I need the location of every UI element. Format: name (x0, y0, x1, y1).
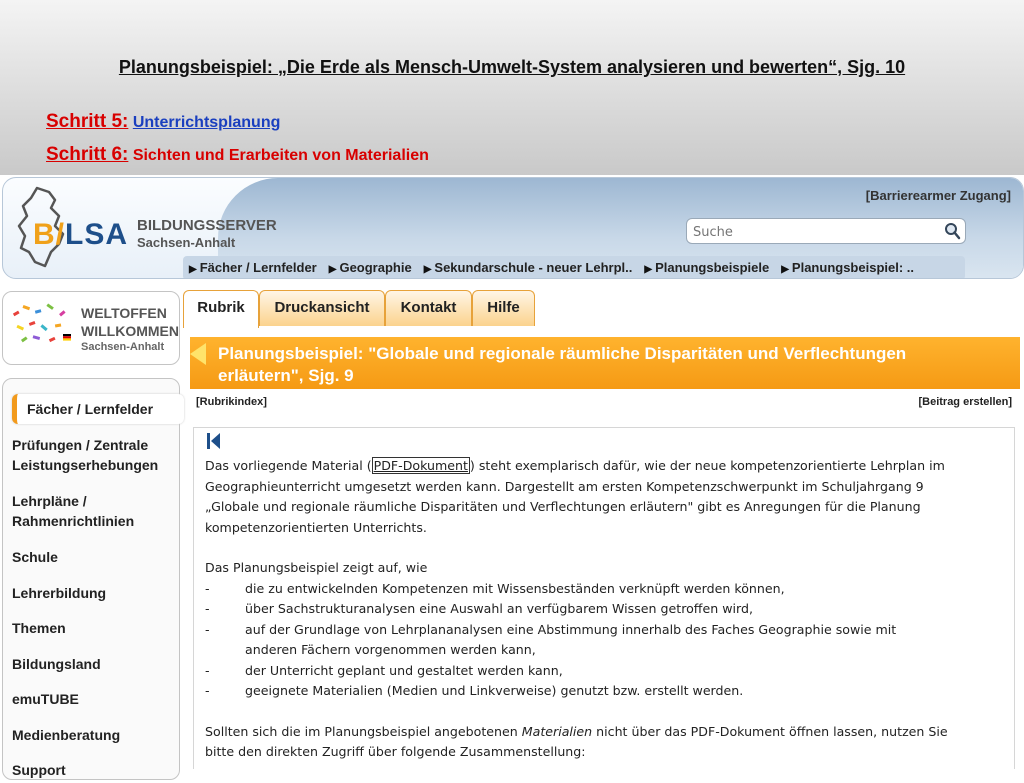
content-header (190, 337, 1020, 389)
text-span: kompetenzorientierten Unterrichts. (205, 519, 427, 535)
sidebar-item-emutube[interactable]: emuTUBE (12, 691, 79, 707)
paragraph-intro (205, 456, 1005, 538)
rubrikindex-link[interactable]: [Rubrikindex] (196, 396, 267, 408)
tab-druckansicht[interactable]: Druckansicht (259, 290, 385, 326)
sidebar-item-lehrplaene[interactable]: Lehrpläne / (12, 493, 87, 509)
sidebar-nav (2, 378, 180, 780)
step-6-text: Sichten und Erarbeiten von Materialien (132, 147, 429, 164)
slide-header (0, 0, 1024, 175)
weltoffen-banner[interactable] (2, 291, 180, 365)
breadcrumb (183, 256, 965, 279)
text-span: ) steht exemplarisch dafür, wie der neue kompetenzorientierte Lehrplan im (469, 458, 945, 473)
step-5-link[interactable]: Unterrichtsplanung (132, 114, 281, 131)
text-span: Geographieunterricht umgesetzt werden kann. Dargestellt am ersten Kompetenzschwerpunkt im Schuljahrgang 9 (205, 478, 924, 494)
sidebar-item-bildungsland[interactable]: Bildungsland (12, 656, 101, 672)
logo-subtitle: BILDUNGSSERVER (137, 217, 277, 234)
list-dash: - (205, 683, 210, 698)
site-header (2, 177, 1024, 279)
site-logo[interactable] (33, 218, 128, 252)
list-text: der Unterricht geplant und gestaltet werden kann, (245, 662, 563, 678)
list-item (205, 683, 743, 698)
sidebar-item-faecher[interactable]: Fächer / Lernfelder (12, 394, 184, 424)
banner-line-1: WELTOFFEN (81, 305, 167, 321)
pdf-document-link[interactable]: PDF-Dokument (373, 458, 468, 473)
step-5-label: Schritt 5: (46, 111, 129, 132)
sidebar-item-schule[interactable]: Schule (12, 549, 58, 565)
logo-slash: / (55, 218, 66, 251)
banner-line-3: Sachsen-Anhalt (81, 341, 165, 353)
breadcrumb-arrow-icon: ▶ (781, 264, 789, 275)
sidebar-item-lehrplaene-2[interactable]: Rahmenrichtlinien (12, 513, 135, 529)
list-dash: - (205, 580, 210, 596)
list-text: auf der Grundlage von Lehrplananalysen eine Abstimmung innerhalb des Faches Geographie sowie mit (245, 621, 897, 637)
banner-line-2: WILLKOMMEN (81, 323, 179, 339)
paragraph-list (205, 558, 1005, 702)
logo-region: Sachsen-Anhalt (137, 235, 236, 250)
list-item (205, 663, 563, 678)
tab-kontakt[interactable]: Kontakt (385, 290, 472, 326)
list-item (205, 601, 753, 616)
text-span: nicht über das PDF-Dokument öffnen lassen, nutzen Sie (592, 723, 948, 739)
logo-lsa: LSA (65, 218, 129, 251)
breadcrumb-arrow-icon: ▶ (328, 264, 337, 275)
breadcrumb-item[interactable]: Sekundarschule - neuer Lehrpl.. (434, 260, 633, 275)
content-title (218, 343, 998, 387)
search-box (686, 218, 966, 244)
paragraph-materials (205, 722, 1005, 763)
article-text (205, 456, 1005, 783)
text-span: Das vorliegende Material ( (205, 458, 372, 473)
breadcrumb-item[interactable]: Planungsbeispiele (655, 260, 770, 275)
list-text: über Sachstrukturanalysen eine Auswahl an verfügbarem Wissen getroffen wird, (245, 601, 753, 616)
list-dash: - (205, 662, 210, 678)
sidebar-item-lehrerbildung[interactable]: Lehrerbildung (12, 585, 107, 601)
content-body (193, 427, 1015, 769)
text-span: bitte den direkten Zugriff über folgende Zusammenstellung: (205, 744, 586, 759)
sidebar-item-themen[interactable]: Themen (12, 620, 66, 636)
list-continuation: anderen Fächern vorgenommen werden kann, (245, 642, 536, 657)
logo-b: B (33, 218, 56, 251)
accessibility-link[interactable]: [Barrierearmer Zugang] (865, 188, 1011, 203)
header-marker-icon (190, 343, 206, 365)
list-text: geeignete Materialien (Medien und Linkverweise) genutzt bzw. erstellt werden. (245, 683, 744, 698)
list-item (205, 622, 896, 637)
text-span: Sollten sich die im Planungsbeispiel angebotenen (205, 723, 522, 739)
slide-title: Planungsbeispiel: „Die Erde als Mensch-Umwelt-System analysieren und bewerten“, Sjg. 10 (118, 57, 906, 77)
step-5 (46, 111, 280, 133)
search-input[interactable] (691, 221, 935, 243)
breadcrumb-arrow-icon: ▶ (423, 264, 432, 275)
breadcrumb-item[interactable]: Fächer / Lernfelder (199, 260, 317, 275)
tab-rubrik[interactable]: Rubrik (183, 290, 259, 328)
list-intro: Das Planungsbeispiel zeigt auf, wie (205, 560, 428, 575)
list-dash: - (205, 621, 210, 637)
list-item (205, 581, 785, 596)
text-emphasis: Materialien (521, 723, 593, 739)
search-icon[interactable] (943, 222, 961, 240)
list-dash: - (205, 601, 210, 616)
sidebar-item-pruefungen-2[interactable]: Leistungserhebungen (12, 457, 159, 473)
step-6 (46, 144, 429, 166)
step-6-label: Schritt 6: (46, 144, 129, 165)
tab-hilfe[interactable]: Hilfe (472, 290, 535, 326)
content-title-line-2: erläutern", Sjg. 9 (218, 366, 354, 385)
sidebar-item-support[interactable]: Support (12, 762, 66, 778)
sidebar-item-medienberatung[interactable]: Medienberatung (12, 727, 121, 743)
breadcrumb-arrow-icon: ▶ (189, 264, 197, 275)
back-arrow-icon[interactable] (207, 432, 221, 450)
website-screenshot (0, 175, 1024, 778)
breadcrumb-item[interactable]: Planungsbeispiel: .. (791, 260, 914, 275)
content-title-line-1: Planungsbeispiel: "Globale und regionale räumliche Disparitäten und Verflechtungen (218, 344, 907, 363)
beitrag-erstellen-link[interactable]: [Beitrag erstellen] (918, 396, 1012, 408)
text-span: „Globale und regionale räumliche Disparitäten und Verflechtungen erläutern" gibt es Anregungen für die Planung (205, 499, 921, 514)
breadcrumb-arrow-icon: ▶ (644, 264, 653, 275)
confetti-logo-icon (9, 302, 75, 352)
breadcrumb-item[interactable]: Geographie (339, 260, 412, 275)
sidebar-item-pruefungen[interactable]: Prüfungen / Zentrale (12, 437, 149, 453)
list-text: die zu entwickelnden Kompetenzen mit Wissensbeständen verknüpft werden können, (245, 580, 785, 596)
